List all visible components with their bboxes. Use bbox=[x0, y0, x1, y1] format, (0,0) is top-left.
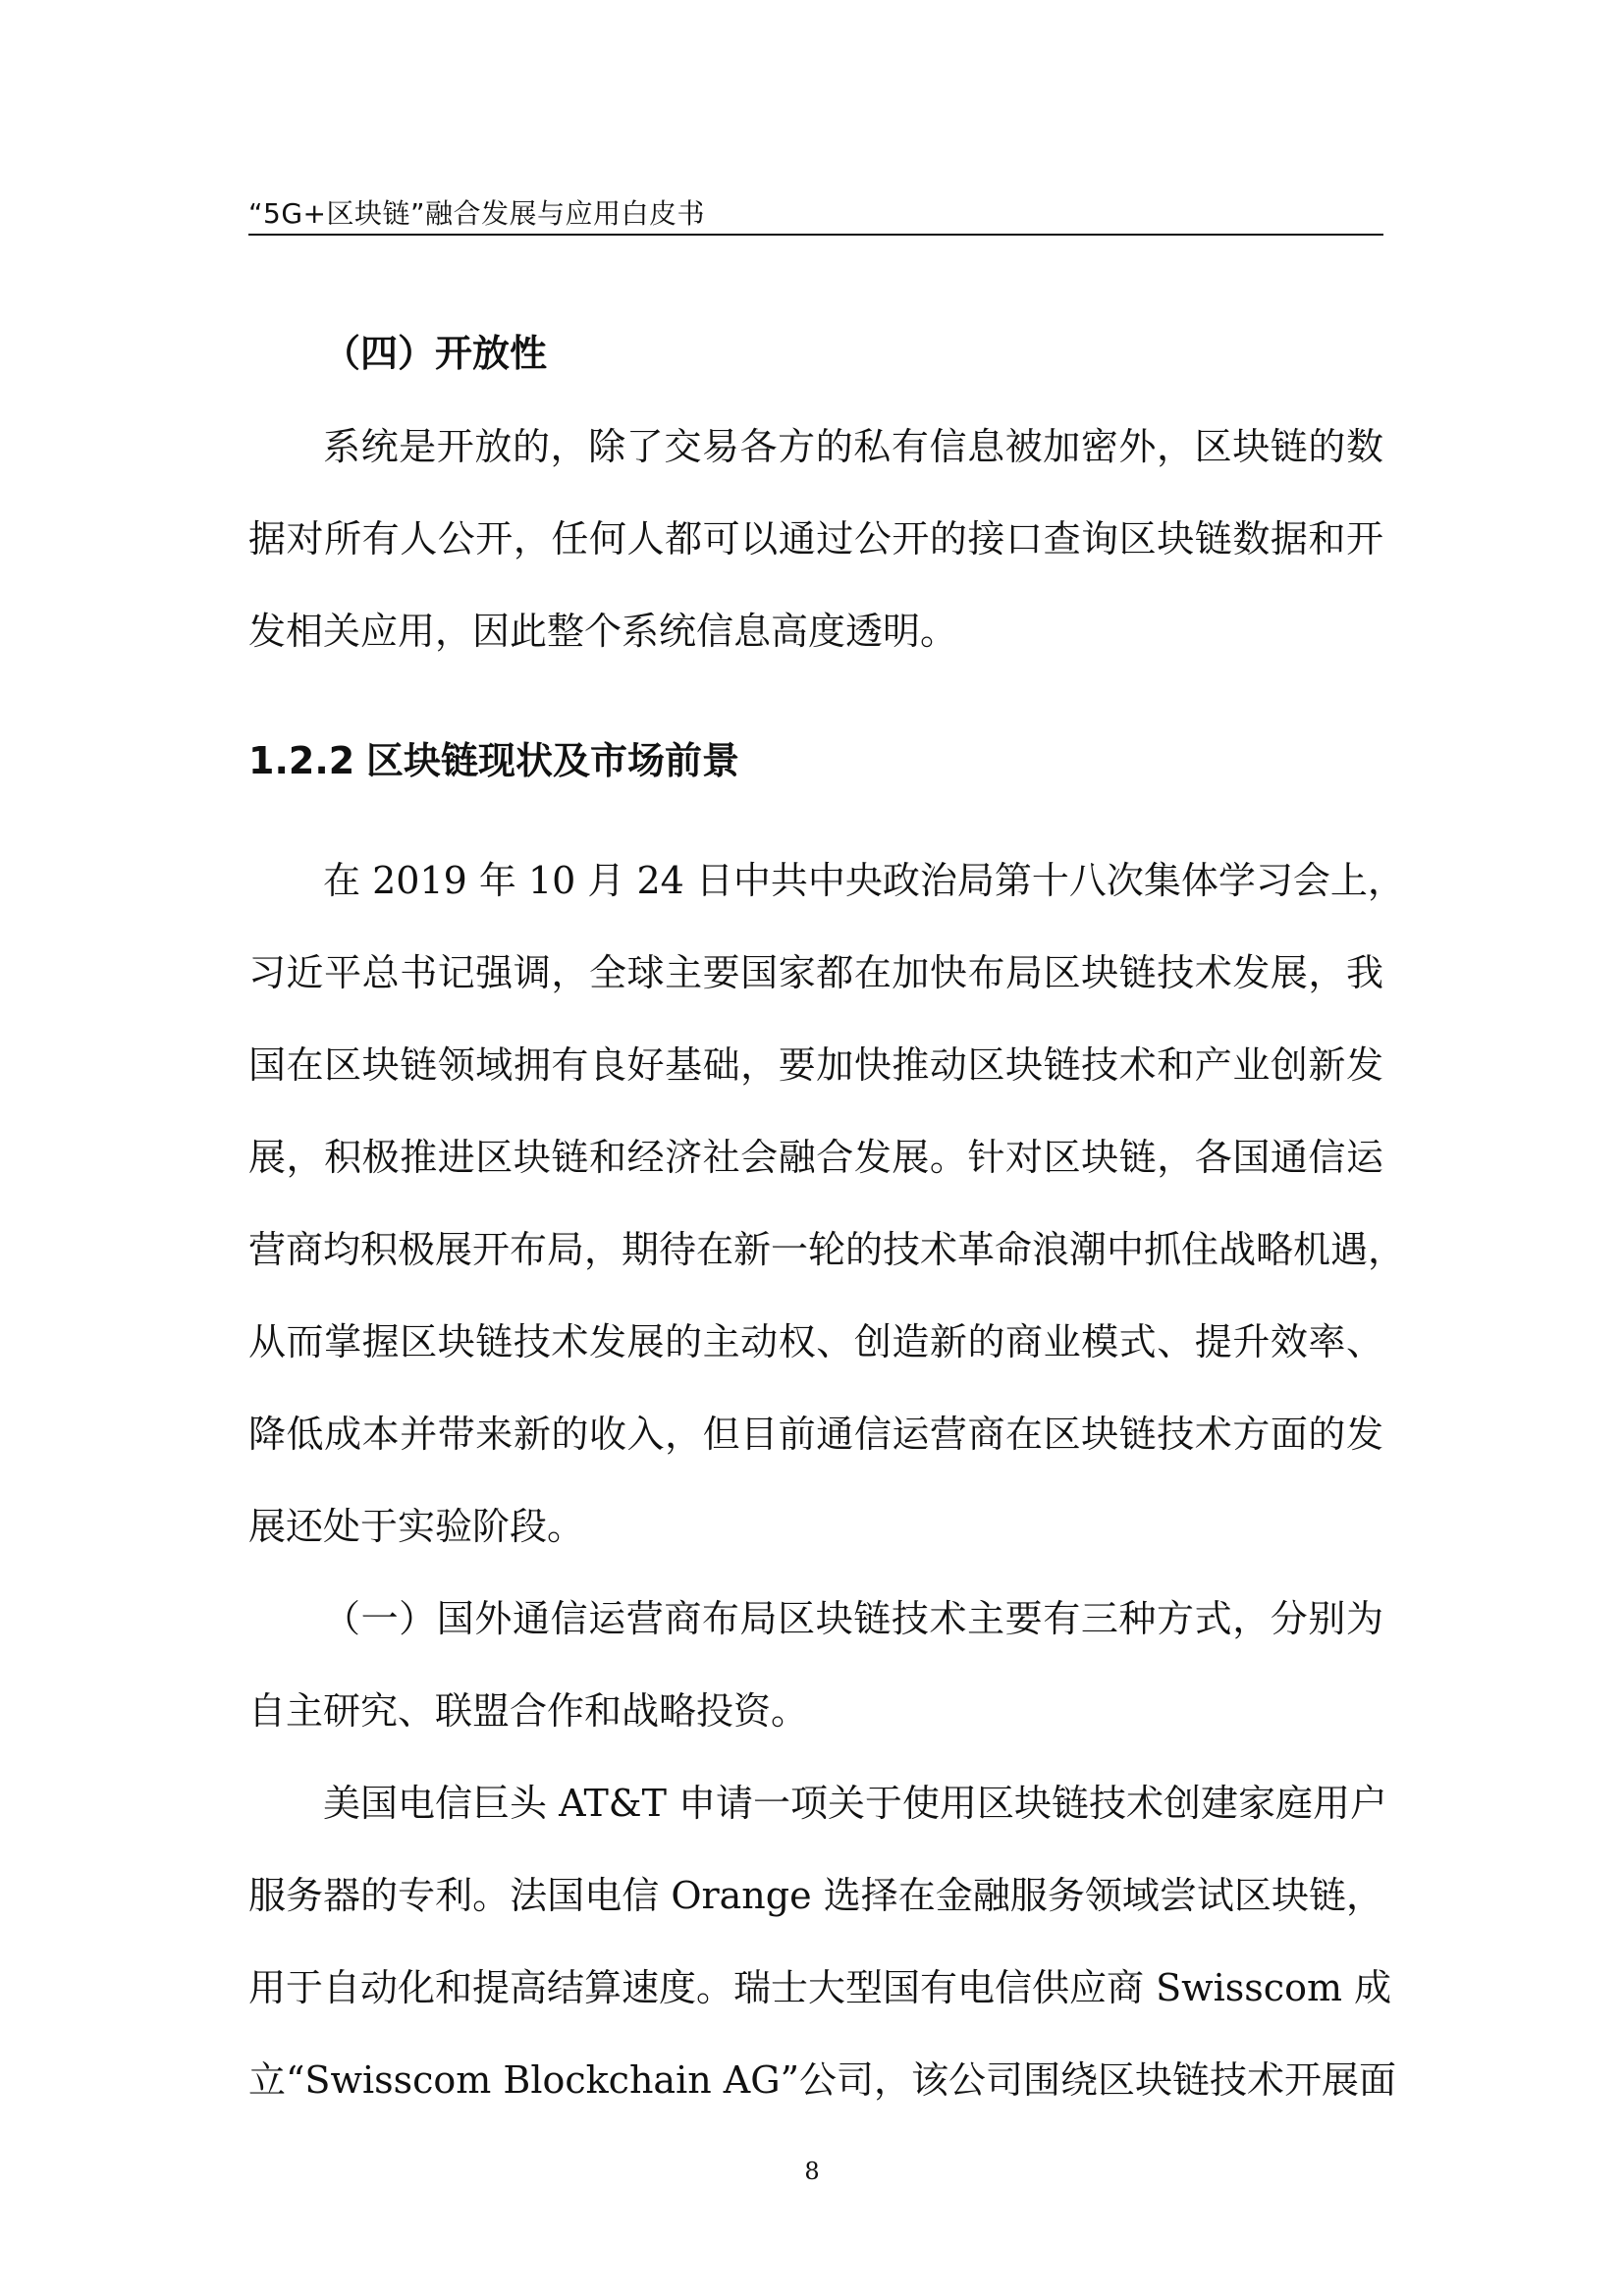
text-line: 降低成本并带来新的收入，但目前通信运营商在区块链技术方面的发 bbox=[248, 1413, 1383, 1456]
page-number: 8 bbox=[804, 2158, 820, 2185]
text-line: 美国电信巨头 AT&T 申请一项关于使用区块链技术创建家庭用户 bbox=[323, 1782, 1388, 1825]
text-line: 服务器的专利。法国电信 Orange 选择在金融服务领域尝试区块链， bbox=[248, 1874, 1383, 1917]
text-line: 从而掌握区块链技术发展的主动权、创造新的商业模式、提升效率、 bbox=[248, 1320, 1383, 1363]
subsection-heading: （四）开放性 bbox=[323, 332, 548, 375]
text-line: 展，积极推进区块链和经济社会融合发展。针对区块链，各国通信运 bbox=[248, 1136, 1383, 1179]
text-line: 在 2019 年 10 月 24 日中共中央政治局第十八次集体学习会上， bbox=[323, 859, 1405, 902]
text-line: 用于自动化和提高结算速度。瑞士大型国有电信供应商 Swisscom 成 bbox=[248, 1966, 1392, 2009]
text-line: 自主研究、联盟合作和战略投资。 bbox=[248, 1689, 809, 1733]
section-title: 区块链现状及市场前景 bbox=[366, 739, 740, 782]
subsection-paragraph bbox=[248, 400, 1383, 677]
text-line: 立“Swisscom Blockchain AG”公司，该公司围绕区块链技术开展面 bbox=[248, 2058, 1397, 2102]
section-number: 1.2.2 bbox=[248, 739, 355, 782]
section-heading bbox=[248, 707, 1383, 815]
text-line: 习近平总书记强调，全球主要国家都在加快布局区块链技术发展，我 bbox=[248, 951, 1383, 994]
paragraph-3 bbox=[248, 1757, 1397, 2126]
page-content bbox=[248, 314, 1406, 2126]
text-line: 展还处于实验阶段。 bbox=[248, 1505, 585, 1548]
text-line: 国在区块链领域拥有良好基础，要加快推动区块链技术和产业创新发 bbox=[248, 1043, 1383, 1087]
text-line: 发相关应用，因此整个系统信息高度透明。 bbox=[248, 610, 958, 653]
text-line: 据对所有人公开，任何人都可以通过公开的接口查询区块链数据和开 bbox=[248, 517, 1383, 561]
page-header bbox=[248, 187, 1383, 236]
text-line: 系统是开放的，除了交易各方的私有信息被加密外，区块链的数 bbox=[323, 425, 1383, 468]
paragraph-1 bbox=[248, 834, 1406, 1573]
text-line: （一）国外通信运营商布局区块链技术主要有三种方式，分别为 bbox=[323, 1597, 1383, 1640]
text-line: 营商均积极展开布局，期待在新一轮的技术革命浪潮中抓住战略机遇， bbox=[248, 1228, 1406, 1271]
paragraph-2 bbox=[248, 1573, 1383, 1757]
header-title: “5G+区块链”融合发展与应用白皮书 bbox=[248, 197, 705, 230]
